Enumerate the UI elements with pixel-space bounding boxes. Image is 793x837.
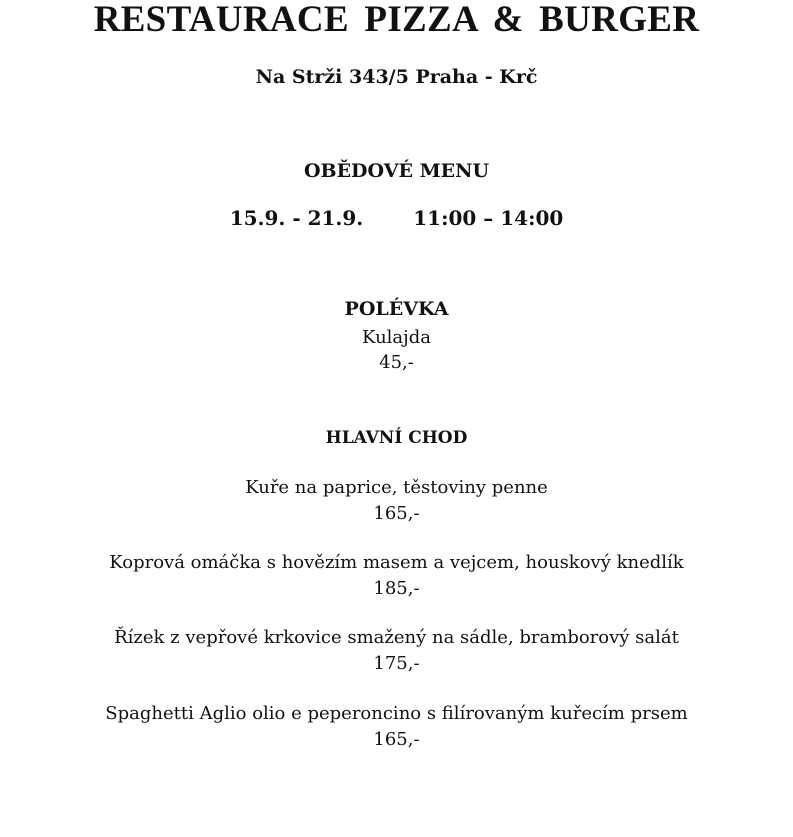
menu-date-range: 15.9. - 21.9. <box>229 206 364 230</box>
main-item-price: 165,- <box>373 729 420 750</box>
restaurant-title: RESTAURACE PIZZA & BURGER <box>93 0 700 40</box>
menu-hours: 11:00 – 14:00 <box>413 206 564 230</box>
lunch-menu-title: OBĚDOVÉ MENU <box>303 160 490 182</box>
main-course-heading: HLAVNÍ CHOD <box>325 428 468 448</box>
soup-name: Kulajda <box>362 327 431 348</box>
main-item-price: 185,- <box>373 578 420 599</box>
main-item-name: Spaghetti Aglio olio e peperoncino s filírovaným kuřecím prsem <box>105 703 688 724</box>
main-item-price: 165,- <box>373 503 420 524</box>
restaurant-address: Na Strži 343/5 Praha - Krč <box>255 66 538 88</box>
main-item-name: Koprová omáčka s hovězím masem a vejcem, houskový knedlík <box>109 552 684 573</box>
main-item-name: Řízek z vepřové krkovice smažený na sádle, bramborový salát <box>114 627 679 648</box>
main-item-name: Kuře na paprice, těstoviny penne <box>245 477 548 498</box>
menu-validity <box>0 204 793 232</box>
soup-heading: POLÉVKA <box>344 298 449 320</box>
main-item-price: 175,- <box>373 653 420 674</box>
soup-price: 45,- <box>379 352 414 373</box>
